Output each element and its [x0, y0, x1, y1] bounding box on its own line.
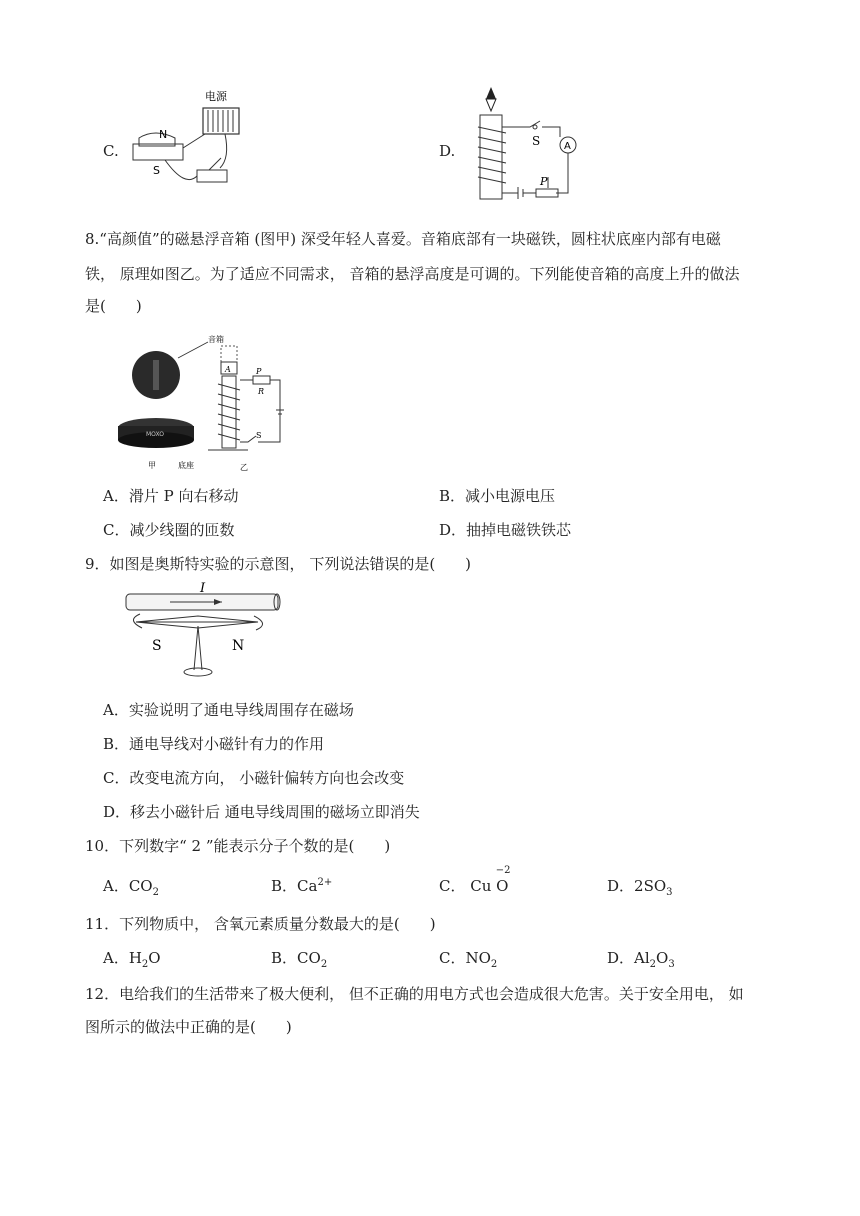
q11-option-b[interactable]: B．$CO_2$ — [271, 949, 328, 970]
q8-stem-line3: 是( ) — [85, 297, 142, 315]
switch-s-label: S — [532, 134, 541, 148]
speaker-label: 音箱 — [208, 335, 224, 344]
q8-stem-line2: 铁， 原理如图乙。为了适应不同需求， 音箱的悬浮高度是可调的。下列能使音箱的高度上升的做法 — [85, 265, 740, 283]
valence-label: −2 — [495, 865, 511, 876]
q11-stem: 11．下列物质中， 含氧元素质量分数最大的是( ) — [85, 915, 436, 933]
q8-option-c[interactable]: C．减少线圈的匝数 — [103, 521, 235, 539]
rheostat-p-label: P — [540, 175, 548, 188]
logo-text: MOXO — [146, 431, 164, 438]
figure-q7-d — [470, 85, 585, 205]
yi-label: 乙 — [240, 463, 248, 472]
q8-option-b[interactable]: B．减小电源电压 — [439, 487, 556, 505]
q10-stem: 10．下列数字“ 2 ”能表示分子个数的是( ) — [85, 837, 391, 855]
q12-stem-line2: 图所示的做法中正确的是( ) — [85, 1018, 292, 1036]
q9-option-a[interactable]: A．实验说明了通电导线周围存在磁场 — [103, 701, 354, 719]
jia-label: 甲 — [148, 461, 156, 470]
q11-option-a[interactable]: A．$H_2O$ — [103, 949, 161, 970]
q11-option-d[interactable]: D．$Al_2O_3$ — [607, 949, 675, 970]
power-label: 电源 — [205, 90, 227, 103]
needle-n-label: N — [232, 638, 245, 654]
option-d-label: D. — [439, 142, 456, 160]
q10-option-a[interactable]: A．$CO_2$ — [103, 877, 159, 898]
q8-option-a[interactable]: A．滑片 P 向右移动 — [103, 487, 239, 505]
figure-q7-c — [125, 88, 245, 193]
slider-p-label: P — [256, 367, 262, 376]
current-i-label: I — [200, 581, 206, 596]
q9-option-d[interactable]: D．移去小磁针后 通电导线周围的磁场立即消失 — [103, 803, 420, 821]
q9-option-c[interactable]: C．改变电流方向， 小磁针偏转方向也会改变 — [103, 769, 405, 787]
q11-option-c[interactable]: C．$NO_2$ — [439, 949, 498, 970]
q9-stem: 9．如图是奥斯特实验的示意图， 下列说法错误的是( ) — [85, 555, 472, 573]
magnet-a-label: A — [225, 365, 231, 374]
base-label: 底座 — [178, 461, 194, 470]
s-label: S — [153, 164, 160, 177]
q10-option-b[interactable]: B．$Ca^{2+}$ — [271, 877, 333, 895]
q10-option-c[interactable]: C． −2 Cu O — [439, 865, 511, 895]
switch-s-label-8: S — [256, 431, 262, 440]
q9-option-b[interactable]: B．通电导线对小磁针有力的作用 — [103, 735, 325, 753]
q12-stem-line1: 12．电给我们的生活带来了极大便利， 但不正确的用电方式也会造成很大危害。关于安全用电， 如 — [85, 985, 744, 1003]
n-label: N — [159, 128, 168, 141]
figure-q8 — [108, 330, 288, 472]
q8-option-d[interactable]: D．抽掉电磁铁铁芯 — [439, 521, 572, 539]
figure-q9-oersted — [122, 580, 282, 685]
option-c-label: C. — [103, 142, 119, 160]
resistor-r-label: R — [258, 387, 265, 396]
q10-option-d[interactable]: D．$2SO_3$ — [607, 877, 673, 898]
q8-stem-line1: 8.“高颜值”的磁悬浮音箱 (图甲) 深受年轻人喜爱。音箱底部有一块磁铁，圆柱状底座内部有电磁 — [85, 230, 721, 248]
needle-s-label: S — [152, 638, 162, 654]
ammeter-label: A — [564, 141, 571, 152]
